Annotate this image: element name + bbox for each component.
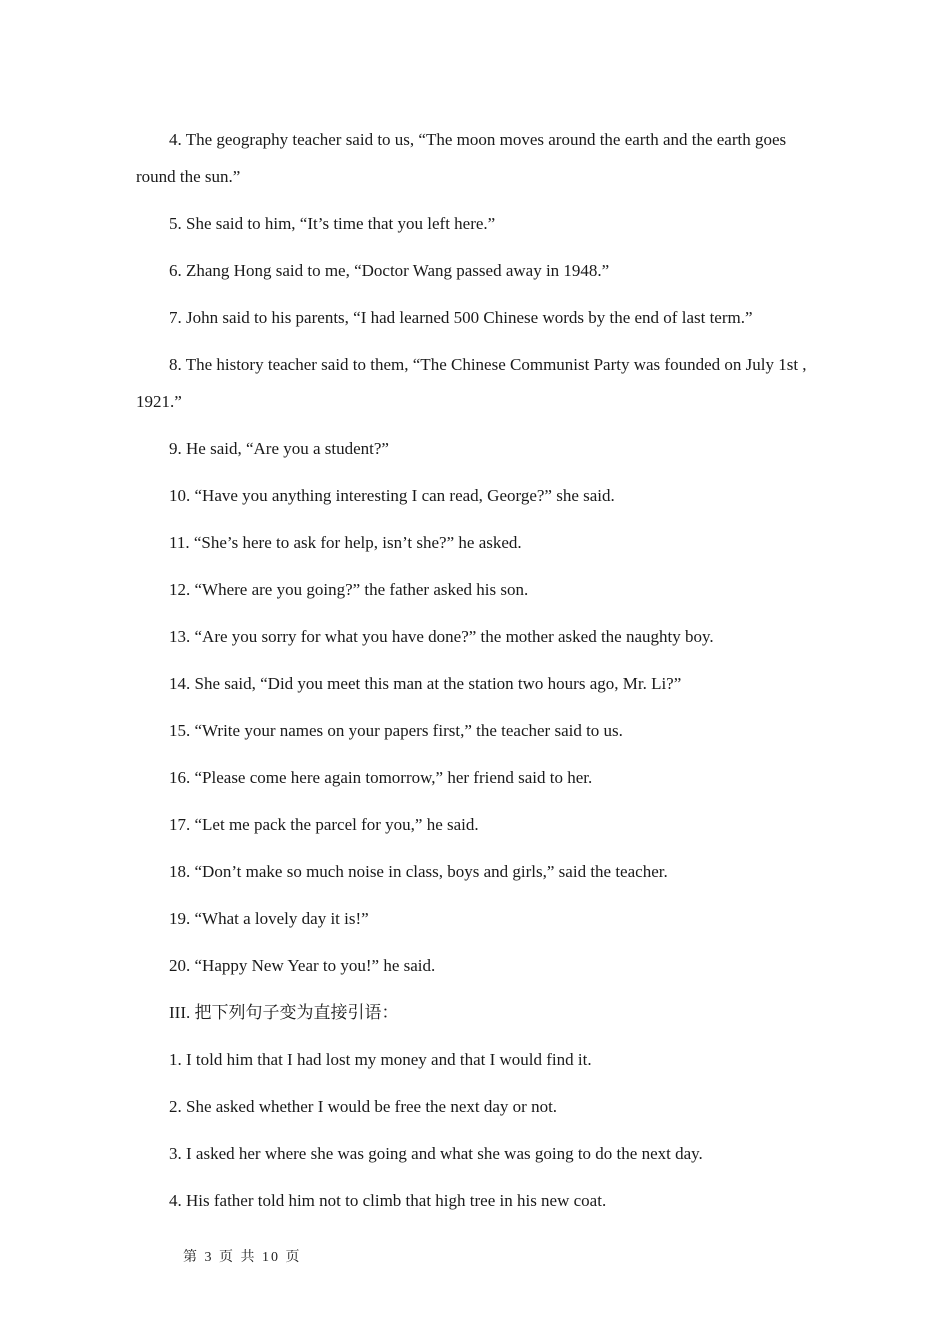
exercise-item-4: 4. The geography teacher said to us, “The moon moves around the earth and the earth goes round the sun.” <box>136 130 787 186</box>
exercise-item-19: 19. “What a lovely day it is!” <box>169 909 369 928</box>
exercise-item-8: 8. The history teacher said to them, “The Chinese Communist Party was founded on July 1st , 1921.” <box>136 355 807 411</box>
exercise-item-5: 5. She said to him, “It’s time that you left here.” <box>169 214 496 233</box>
exercise-item-10: 10. “Have you anything interesting I can read, George?” she said. <box>169 486 615 505</box>
exercise-item-11: 11. “She’s here to ask for help, isn’t she?” he asked. <box>169 533 522 552</box>
section-iii-item-1: 1. I told him that I had lost my money and that I would find it. <box>169 1050 592 1069</box>
exercise-item-14: 14. She said, “Did you meet this man at the station two hours ago, Mr. Li?” <box>169 674 682 693</box>
section-heading-iii: III. 把下列句子变为直接引语： <box>169 1003 399 1022</box>
section-iii-item-3: 3. I asked her where she was going and what she was going to do the next day. <box>169 1144 703 1163</box>
exercise-item-17: 17. “Let me pack the parcel for you,” he said. <box>169 815 479 834</box>
exercise-item-12: 12. “Where are you going?” the father asked his son. <box>169 580 529 599</box>
page-number-footer: 第 3 页 共 10 页 <box>183 1250 302 1265</box>
exercise-item-9: 9. He said, “Are you a student?” <box>169 439 389 458</box>
exercise-item-6: 6. Zhang Hong said to me, “Doctor Wang passed away in 1948.” <box>169 261 610 280</box>
section-iii-item-2: 2. She asked whether I would be free the next day or not. <box>169 1097 558 1116</box>
exercise-item-18: 18. “Don’t make so much noise in class, boys and girls,” said the teacher. <box>169 862 668 881</box>
exercise-item-15: 15. “Write your names on your papers first,” the teacher said to us. <box>169 721 623 740</box>
section-iii-item-4: 4. His father told him not to climb that high tree in his new coat. <box>169 1191 607 1210</box>
exercise-item-7: 7. John said to his parents, “I had learned 500 Chinese words by the end of last term.” <box>169 308 753 327</box>
exercise-item-20: 20. “Happy New Year to you!” he said. <box>169 956 436 975</box>
document-body <box>136 121 814 1229</box>
exercise-item-13: 13. “Are you sorry for what you have done?” the mother asked the naughty boy. <box>169 627 714 646</box>
exercise-item-16: 16. “Please come here again tomorrow,” her friend said to her. <box>169 768 593 787</box>
